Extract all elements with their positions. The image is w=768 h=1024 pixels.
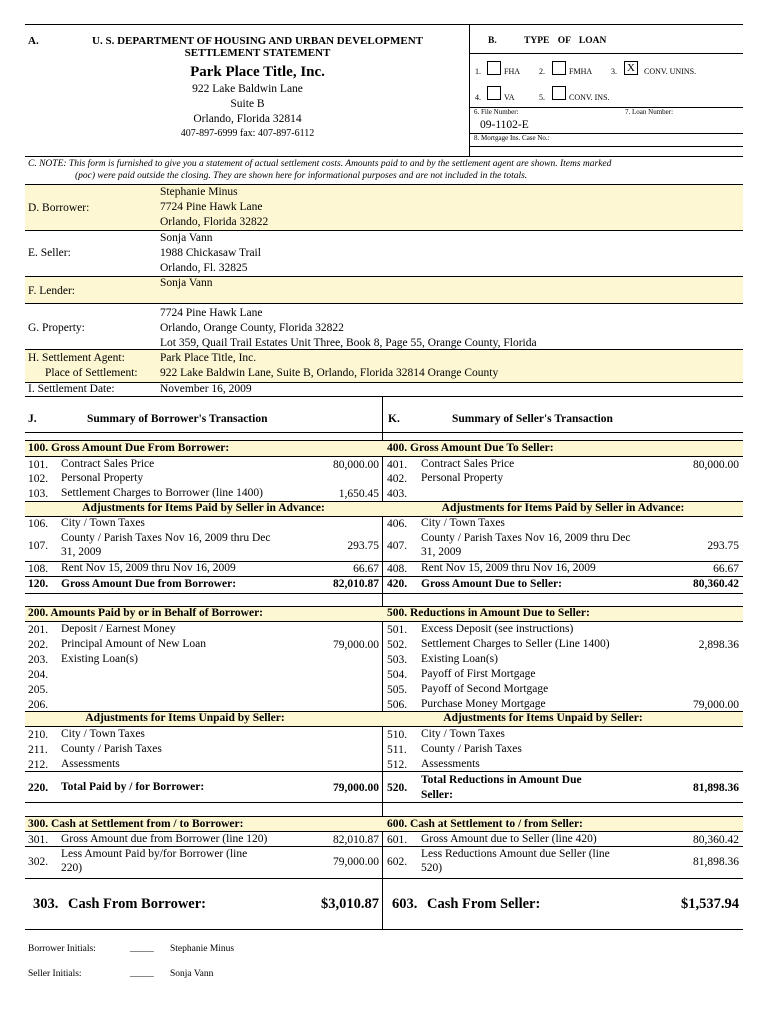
va-checkbox[interactable] (487, 86, 501, 100)
settlement-date-label: I. Settlement Date: (28, 383, 115, 395)
file-number-value: 09-1102-E (480, 119, 529, 131)
line-107-amount: 293.75 (347, 540, 379, 552)
line-401-label: Contract Sales Price (421, 458, 515, 470)
line-301-label: Gross Amount due from Borrower (line 120) (61, 833, 268, 845)
seller-address: 1988 Chickasaw Trail (160, 247, 261, 259)
line-103-amount: 1,650.45 (338, 488, 379, 500)
section-letter-a: A. (28, 35, 39, 47)
property-legal: Lot 359, Quail Trail Estates Unit Three, Book 8, Page 55, Orange County, Florida (160, 337, 537, 349)
borrower-name: Stephanie Minus (160, 186, 238, 198)
line-601-amount: 80,360.42 (693, 834, 739, 846)
line-502-label: Settlement Charges to Seller (Line 1400) (421, 638, 610, 650)
line-204-number: 204. (28, 669, 49, 681)
loan-type-title: TYPE OF LOAN (524, 36, 607, 46)
line-501-label: Excess Deposit (see instructions) (421, 623, 574, 635)
cash-from-borrower-label: Cash From Borrower: (68, 896, 206, 912)
borrower-initials-label: Borrower Initials: (28, 944, 96, 954)
line-201-label: Deposit / Earnest Money (61, 623, 176, 635)
line-407-label: County / Parish Taxes Nov 16, 2009 thru Dec (421, 532, 631, 544)
line-102-label: Personal Property (61, 472, 144, 484)
property-city: Orlando, Orange County, Florida 32822 (160, 322, 344, 334)
seller-label: E. Seller: (28, 247, 71, 259)
file-number-label: 6. File Number: (474, 108, 519, 116)
statement-title: SETTLEMENT STATEMENT (184, 47, 331, 59)
department-title: U. S. DEPARTMENT OF HOUSING AND URBAN DEVELOPMENT (92, 35, 423, 47)
line-512-label: Assessments (421, 758, 480, 770)
line-601-label: Gross Amount due to Seller (line 420) (421, 833, 597, 845)
right-adjustments-advance-header: Adjustments for Items Paid by Seller in Advance: (441, 502, 685, 514)
line-402-label: Personal Property (421, 472, 504, 484)
conv-unins-label: CONV. UNINS. (644, 67, 697, 76)
section-600-header: 600. Cash at Settlement to / from Seller: (387, 818, 583, 830)
seller-name: Sonja Vann (160, 232, 213, 244)
line-506-label: Purchase Money Mortgage (421, 698, 546, 710)
right-adjustments-unpaid-header: Adjustments for Items Unpaid by Seller: (443, 712, 643, 724)
line-403-number: 403. (387, 488, 408, 500)
seller-initials-field[interactable]: _____ (130, 969, 154, 979)
line-301-amount: 82,010.87 (333, 834, 379, 846)
section-letter-k: K. (388, 413, 400, 425)
left-adjustments-unpaid-header: Adjustments for Items Unpaid by Seller: (85, 712, 285, 724)
place-of-settlement-value: 922 Lake Baldwin Lane, Suite B, Orlando, Florida 32814 Orange County (160, 367, 499, 379)
section-400-header: 400. Gross Amount Due To Seller: (387, 442, 554, 454)
place-of-settlement-label: Place of Settlement: (45, 367, 138, 379)
lender-label: F. Lender: (28, 285, 75, 297)
seller-city: Orlando, Fl. 32825 (160, 262, 248, 274)
line-503-label: Existing Loan(s) (421, 653, 498, 665)
line-120-label: Gross Amount Due from Borrower: (61, 578, 237, 590)
line-210-label: City / Town Taxes (61, 728, 145, 740)
company-address-2: Suite B (230, 98, 265, 110)
line-212-label: Assessments (61, 758, 120, 770)
settlement-agent-value: Park Place Title, Inc. (160, 352, 257, 364)
borrower-city: Orlando, Florida 32822 (160, 216, 269, 228)
line-520-amount: 81,898.36 (693, 782, 739, 794)
line-504-label: Payoff of First Mortgage (421, 668, 536, 680)
line-107-label: County / Parish Taxes Nov 16, 2009 thru Dec (61, 532, 271, 544)
property-label: G. Property: (28, 322, 85, 334)
conv-ins-label: CONV. INS. (569, 93, 610, 102)
borrower-initials-name: Stephanie Minus (170, 944, 235, 954)
line-408-amount: 66.67 (713, 563, 739, 575)
line-502-amount: 2,898.36 (698, 639, 739, 651)
checkbox-x-mark: X (627, 62, 635, 74)
line-108-amount: 66.67 (353, 563, 379, 575)
cash-from-seller-amount: $1,537.94 (681, 896, 739, 912)
section-100-header: 100. Gross Amount Due From Borrower: (28, 442, 230, 454)
line-505-label: Payoff of Second Mortgage (421, 683, 549, 695)
section-500-header: 500. Reductions in Amount Due to Seller: (387, 607, 590, 619)
line-602-amount: 81,898.36 (693, 856, 739, 868)
conv-ins-checkbox[interactable] (552, 86, 566, 100)
settlement-statement-page: A. U. S. DEPARTMENT OF HOUSING AND URBAN DEVELOPMENT SETTLEMENT STATEMENT Park Place Title, Inc. 922 Lake Baldwin Lane Suite B Orlando, Florida 32814 407-897-6999 fax: 407-897-6112 B. TYPE OF LOAN 1. FHA 2. FMHA 3. X CONV. UNINS. 4. VA 5. CONV. INS. 6. File Number: 7. Loan Number: 09-1102-E 8. Mortgage Ins. Case No.: C. NOTE: This form is furnished to give you a statement of actual settlement costs. Amounts paid to and by the settlement agent are shown. Items marked (poc) were paid outside the closing. They are shown here for informational purposes and are not included in the totals. D. Borrower: Stephanie Minus 7724 Pine Hawk Lane Orlando, Florida 32822 E. Seller: Sonja Vann 1988 Chickasaw Trail Orlando, Fl. 32825 F. Lender: Sonja Vann G. Property: 7724 Pine Hawk Lane Orlando, Orange County, Florida 32822 Lot 359, Quail Trail Estates Unit Three, Book 8, Page 55, Orange County, Florida H. Settlement Agent: Park Place Title, Inc. Place of Settlement: 922 Lake Baldwin Lane, Suite B, Orlando, Florida 32814 Orange County I. Settlement Date: November 16, 2009 J. Summary of Borrower's Transaction K. Summary of Seller's Transaction 100. Gross Amount Due From Borrower: 101. Contract Sales Price 80,000.00 102. Personal Property 103. Settlement Charges to Borrower (line 1400) 1,650.45 Adjustments for Items Paid by Seller in Advance: 106. City / Town Taxes 107. County / Parish Taxes Nov 16, 2009 thru Dec 31, 2009 293.75 108. Rent Nov 15, 2009 thru Nov 16, 2009 66.67 120. Gross Amount Due from Borrower: 82,010.87 200. Amounts Paid by or in Behalf of Borrower: 201. Deposit / Earnest Money 202. Principal Amount of New Loan 79,000.00 203. Existing Loan(s) 204. 205. 206. Adjustments for Items Unpaid by Seller: 210. City / Town Taxes 211. County / Parish Taxes 212. Assessments 220. Total Paid by / for Borrower: 79,000.00 300. Cash at Settlement from / to Borrower: 301. Gross Amount due from Borrower (line 120) 82,010.87 302. Less Amount Paid by/for Borrower (line 220) 79,000.00 303. Cash From Borrower: $3,010.87 400. Gross Amount Due To Seller: 401. Contract Sales Price 80,000.00 402. Personal Property 403. Adjustments for Items Paid by Seller in Advance: 406. City / Town Taxes 407. County / Parish Taxes Nov 16, 2009 thru Dec 31, 2009 293.75 408. Rent Nov 15, 2009 thru Nov 16, 2009 66.67 420. Gross Amount Due to Seller: 80,360.42 500. Reductions in Amount Due to Seller: 501. Excess Deposit (see instructions) 502. Settlement Charges to Seller (Line 1400) 2,898.36 503. Existing Loan(s) 504. Payoff of First Mortgage 505. Payoff of Second Mortgage 506. Purchase Money Mortgage 79,000.00 Adjustments for Items Unpaid by Seller: 510. City / Town Taxes 511. County / Parish Taxes 512. Assessments 520. Total Reductions in Amount Due Seller: 81,898.36 600. Cash at Settlement to / from Seller: 601. Gross Amount due to Seller (line 420) 80,360.42 602. Less Reductions Amount due Seller (line 520) 81,898.36 603. Cash From Seller: $1,537.94 Borrower Initials: _____ Stephanie Minus Seller Initials: _____ Sonja Vann (0, 0, 768, 1024)
settlement-agent-label: H. Settlement Agent: (28, 352, 125, 364)
line-202-label: Principal Amount of New Loan (61, 638, 207, 650)
borrower-label: D. Borrower: (28, 202, 90, 214)
line-511-label: County / Parish Taxes (421, 743, 522, 755)
borrower-summary-title: Summary of Borrower's Transaction (87, 413, 268, 425)
line-520-label: Total Reductions in Amount Due (421, 774, 582, 786)
line-103-label: Settlement Charges to Borrower (line 1400) (61, 487, 263, 499)
fha-label: FHA (504, 67, 521, 76)
loan-number-label: 7. Loan Number: (625, 108, 674, 116)
fmha-checkbox[interactable] (552, 61, 566, 75)
line-211-label: County / Parish Taxes (61, 743, 162, 755)
note-line-2: (poc) were paid outside the closing. They are shown here for informational purposes and are not included in the totals. (75, 171, 528, 181)
borrower-initials-field[interactable]: _____ (130, 944, 154, 954)
seller-summary-title: Summary of Seller's Transaction (452, 413, 613, 425)
property-address: 7724 Pine Hawk Lane (160, 307, 263, 319)
note-line-1: C. NOTE: This form is furnished to give you a statement of actual settlement costs. Amounts paid to and by the settlement agent are shown. Items marked (28, 159, 612, 169)
line-401-amount: 80,000.00 (693, 459, 739, 471)
section-letter-b: B. (488, 36, 497, 46)
fmha-label: FMHA (569, 67, 593, 76)
line-101-amount: 80,000.00 (333, 459, 379, 471)
va-label: VA (504, 93, 515, 102)
line-408-label: Rent Nov 15, 2009 thru Nov 16, 2009 (421, 562, 596, 574)
borrower-address: 7724 Pine Hawk Lane (160, 201, 263, 213)
cash-from-seller-label: Cash From Seller: (427, 896, 541, 912)
seller-initials-name: Sonja Vann (170, 969, 214, 979)
line-510-label: City / Town Taxes (421, 728, 505, 740)
section-200-header: 200. Amounts Paid by or in Behalf of Borrower: (28, 607, 264, 619)
line-302-label: Less Amount Paid by/for Borrower (line (61, 848, 248, 860)
fha-checkbox[interactable] (487, 61, 501, 75)
left-adjustments-advance-header: Adjustments for Items Paid by Seller in Advance: (82, 502, 325, 514)
line-106-label: City / Town Taxes (61, 517, 145, 529)
line-506-amount: 79,000.00 (693, 699, 739, 711)
mortgage-case-label: 8. Mortgage Ins. Case No.: (474, 134, 550, 142)
section-letter-j: J. (28, 413, 37, 425)
company-address-1: 922 Lake Baldwin Lane (192, 83, 303, 95)
section-300-header: 300. Cash at Settlement from / to Borrower: (28, 818, 244, 830)
line-220-amount: 79,000.00 (333, 782, 379, 794)
company-phone: 407-897-6999 fax: 407-897-6112 (180, 128, 315, 139)
line-205-number: 205. (28, 684, 49, 696)
line-220-label: Total Paid by / for Borrower: (61, 781, 205, 793)
conv-unins-checkbox[interactable] (624, 61, 638, 75)
line-420-label: Gross Amount Due to Seller: (421, 578, 562, 590)
line-101-label: Contract Sales Price (61, 458, 155, 470)
seller-initials-label: Seller Initials: (28, 969, 82, 979)
line-420-amount: 80,360.42 (693, 578, 739, 590)
company-name: Park Place Title, Inc. (190, 64, 325, 80)
line-406-label: City / Town Taxes (421, 517, 505, 529)
line-203-label: Existing Loan(s) (61, 653, 138, 665)
line-206-number: 206. (28, 699, 49, 711)
line-602-label: Less Reductions Amount due Seller (line (421, 848, 610, 860)
line-202-amount: 79,000.00 (333, 639, 379, 651)
line-108-label: Rent Nov 15, 2009 thru Nov 16, 2009 (61, 562, 236, 574)
cash-from-borrower-amount: $3,010.87 (321, 896, 379, 912)
settlement-date-value: November 16, 2009 (160, 383, 252, 395)
line-120-amount: 82,010.87 (333, 578, 379, 590)
line-302-amount: 79,000.00 (333, 856, 379, 868)
line-407-amount: 293.75 (707, 540, 739, 552)
lender-name: Sonja Vann (160, 277, 213, 289)
company-address-3: Orlando, Florida 32814 (193, 113, 302, 125)
